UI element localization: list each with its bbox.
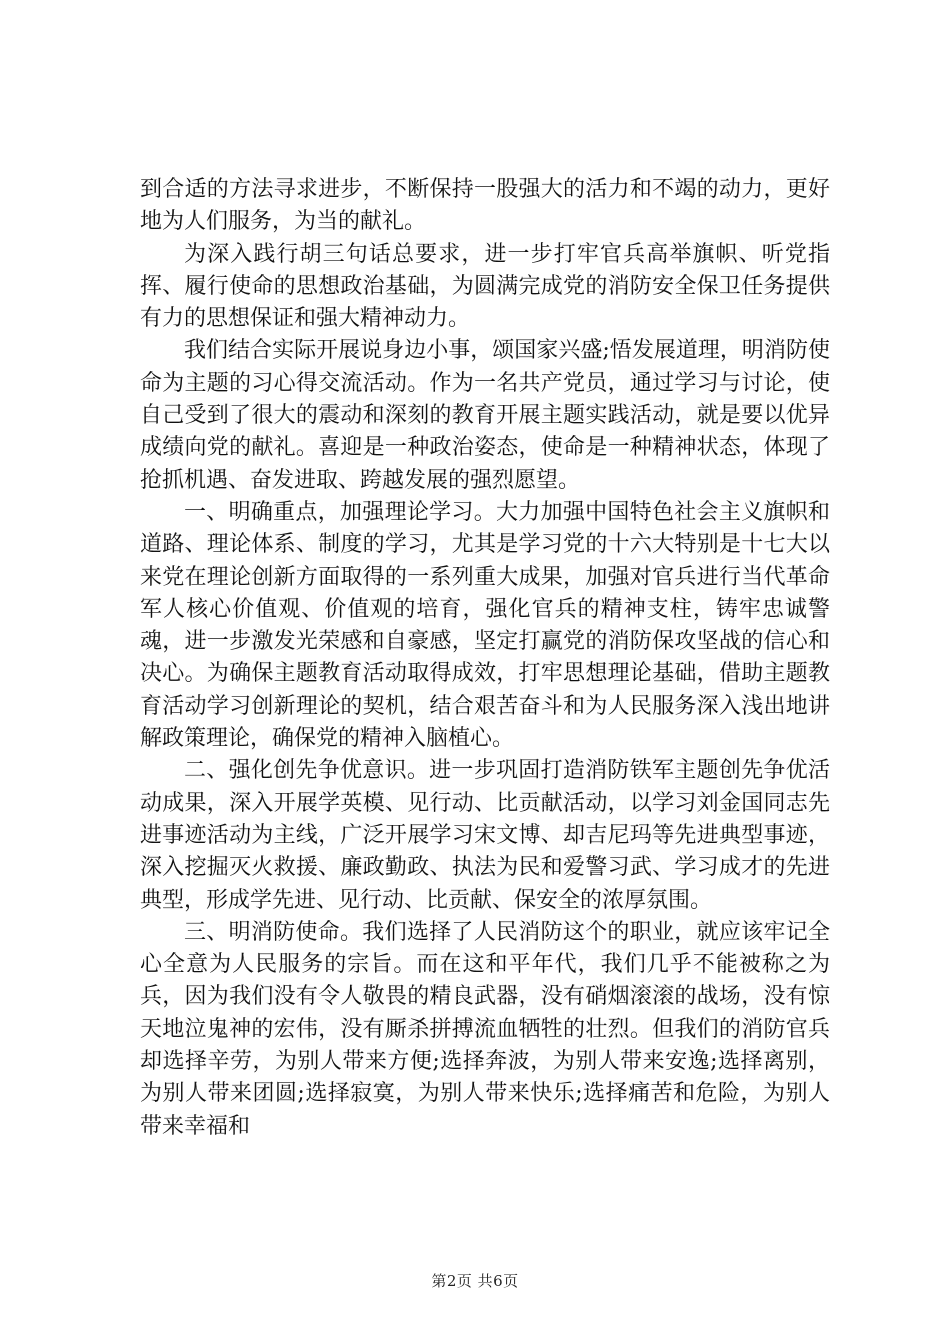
paragraph-5: 二、强化创先争优意识。进一步巩固打造消防铁军主题创先争优活动成果，深入开展学英模、见行动、比贡献活动，以学习刘金国同志先进事迹活动为主线，广泛开展学习宋文博、却吉尼玛等先进典型事迹，深入挖掘灭火救援、廉政勤政、执法为民和爱警习武、学习成才的先进典型，形成学先进、见行动、比贡献、保安全的浓厚氛围。 xyxy=(140,758,830,913)
paragraph-1: 到合适的方法寻求进步，不断保持一股强大的活力和不竭的动力，更好地为人们服务，为当的献礼。 xyxy=(140,177,830,235)
paragraph-6: 三、明消防使命。我们选择了人民消防这个的职业，就应该牢记全心全意为人民服务的宗旨。而在这和平年代，我们几乎不能被称之为兵，因为我们没有令人敬畏的精良武器，没有硝烟滚滚的战场，没有惊天地泣鬼神的宏伟，没有厮杀拼搏流血牺牲的壮烈。但我们的消防官兵却选择辛劳，为别人带来方便;选择奔波，为别人带来安逸;选择离别，为别人带来团圆;选择寂寞，为别人带来快乐;选择痛苦和危险，为别人带来幸福和 xyxy=(140,919,830,1139)
document-body xyxy=(140,174,830,1143)
paragraph-3: 我们结合实际开展说身边小事，颂国家兴盛;悟发展道理，明消防使命为主题的习心得交流活动。作为一名共产党员，通过学习与讨论，使自己受到了很大的震动和深刻的教育开展主题实践活动，就是要以优异成绩向党的献礼。喜迎是一种政治姿态，使命是一种精神状态，体现了抢抓机遇、奋发进取、跨越发展的强烈愿望。 xyxy=(140,338,830,493)
paragraph-2: 为深入践行胡三句话总要求，进一步打牢官兵高举旗帜、听党指挥、履行使命的思想政治基础，为圆满完成党的消防安全保卫任务提供有力的思想保证和强大精神动力。 xyxy=(140,241,830,332)
page-number-footer: 第2页 共6页 xyxy=(431,1272,519,1290)
paragraph-4: 一、明确重点，加强理论学习。大力加强中国特色社会主义旗帜和道路、理论体系、制度的学习，尤其是学习党的十六大特别是十七大以来党在理论创新方面取得的一系列重大成果，加强对官兵进行当代革命军人核心价值观、价值观的培育，强化官兵的精神支柱，铸牢忠诚警魂，进一步激发光荣感和自豪感，坚定打赢党的消防保攻坚战的信心和决心。为确保主题教育活动取得成效，打牢思想理论基础，借助主题教育活动学习创新理论的契机，结合艰苦奋斗和为人民服务深入浅出地讲解政策理论，确保党的精神入脑植心。 xyxy=(140,499,830,752)
